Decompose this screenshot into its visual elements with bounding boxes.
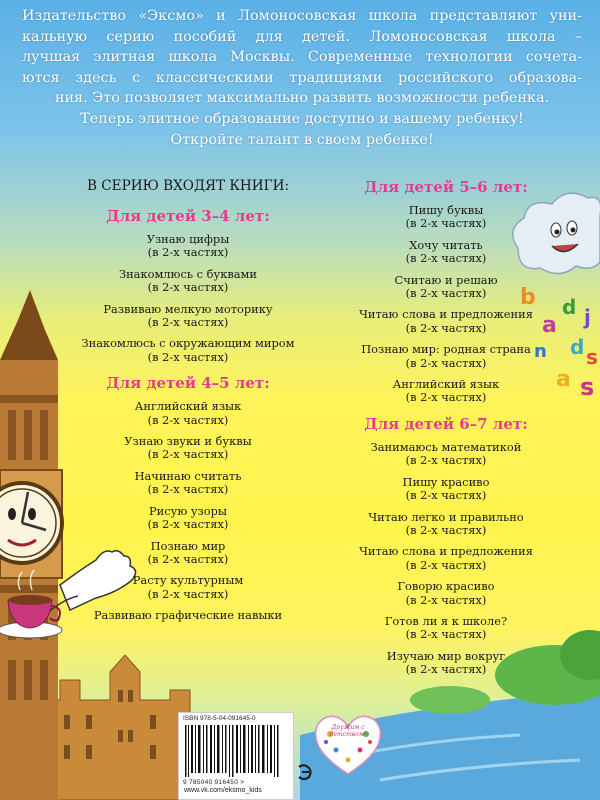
- book-title: Читаю легко и правильно: [368, 509, 524, 524]
- book-title: Рисую узоры: [148, 503, 227, 518]
- book-item: [58, 233, 318, 260]
- book-item: [58, 268, 318, 295]
- intro-line: ния. Это позволяет максимально развить возможности ребенка.: [54, 90, 550, 107]
- book-list-right-column: [336, 176, 556, 685]
- clock-face-illustration: [0, 483, 62, 563]
- book-item: [336, 441, 556, 468]
- book-item: [58, 435, 318, 462]
- book-parts: (в 2-х частях): [405, 453, 487, 468]
- book-item: [58, 337, 318, 364]
- book-list-left-column: [58, 176, 318, 631]
- barcode-icon: [185, 725, 285, 777]
- book-parts: (в 2-х частях): [405, 522, 487, 537]
- age-group-4-5: [58, 372, 318, 622]
- book-parts: (в 2-х частях): [405, 251, 487, 266]
- vk-link[interactable]: www.vk.com/eksmo_kids: [184, 787, 262, 794]
- age-group-6-7: [336, 413, 556, 677]
- book-item: [336, 378, 556, 405]
- book-parts: (в 2-х частях): [405, 592, 487, 607]
- isbn-label: ISBN 978-5-04-091645-0: [183, 715, 256, 722]
- book-title: Знакомлюсь с окружающим миром: [81, 336, 295, 351]
- book-parts: (в 2-х частях): [405, 488, 487, 503]
- book-item: [58, 540, 318, 567]
- book-parts: (в 2-х частях): [405, 216, 487, 231]
- book-parts: (в 2-х частях): [147, 349, 229, 364]
- barcode-number: 9 785040 916450 >: [183, 779, 245, 786]
- book-title: Хочу читать: [409, 237, 483, 252]
- intro-text: [22, 6, 582, 150]
- book-parts: (в 2-х частях): [147, 517, 229, 532]
- book-title: Познаю мир: родная страна: [361, 342, 531, 357]
- falling-letter: s: [586, 345, 598, 369]
- book-parts: (в 2-х частях): [405, 662, 487, 677]
- book-title: Английский язык: [134, 399, 242, 414]
- intro-line: Издательство «Эксмо» и Ломоносовская школа представляют уни-: [22, 8, 582, 24]
- book-parts: (в 2-х частях): [405, 557, 487, 572]
- book-item: [58, 400, 318, 427]
- age-group-5-6: [336, 176, 556, 405]
- book-parts: (в 2-х частях): [147, 245, 229, 260]
- heart-logo-text: Дружим с детством!: [329, 724, 367, 738]
- book-parts: (в 2-х частях): [405, 320, 487, 335]
- book-item: [336, 545, 556, 572]
- book-title: Знакомлюсь с буквами: [118, 266, 257, 281]
- book-title: Изучаю мир вокруг: [386, 648, 506, 663]
- book-title: Развиваю мелкую моторику: [103, 301, 273, 316]
- book-title: Познаю мир: [150, 538, 226, 553]
- age-group-title: Для детей 3–4 лет:: [106, 207, 270, 225]
- intro-line: ются здесь с классическими традициями российского образова-: [22, 69, 582, 86]
- book-parts: (в 2-х частях): [147, 551, 229, 566]
- book-parts: (в 2-х частях): [147, 586, 229, 601]
- falling-letter: a: [556, 367, 571, 392]
- heart-logo-icon: [312, 712, 384, 778]
- intro-line: Откройте талант в своем ребенке!: [170, 131, 434, 148]
- falling-letter: d: [570, 335, 585, 359]
- age-group-title: Для детей 5–6 лет:: [364, 178, 528, 196]
- age-group-title: Для детей 6–7 лет:: [364, 414, 528, 433]
- book-item: [336, 580, 556, 607]
- series-header: В СЕРИЮ ВХОДЯТ КНИГИ:: [86, 178, 290, 194]
- book-item: [336, 239, 556, 266]
- book-title: Читаю слова и предложения: [359, 307, 533, 322]
- book-item: [336, 511, 556, 538]
- falling-letter: s: [580, 373, 595, 401]
- book-item: [336, 204, 556, 231]
- book-title: Расту культурным: [132, 573, 244, 588]
- book-title: Читаю слова и предложения: [359, 544, 533, 559]
- age-group-3-4: [58, 205, 318, 364]
- book-parts: (в 2-х частях): [147, 315, 229, 330]
- intro-line: Теперь элитное образование доступно и вашему ребенку!: [80, 110, 524, 127]
- book-item: [58, 303, 318, 330]
- book-item: [336, 476, 556, 503]
- falling-letter: d: [562, 295, 577, 319]
- book-parts: (в 2-х частях): [405, 286, 487, 301]
- book-parts: (в 2-х частях): [405, 390, 487, 405]
- book-item: [336, 308, 556, 335]
- book-parts: (в 2-х частях): [147, 280, 229, 295]
- book-item: [58, 505, 318, 532]
- book-parts: (в 2-х частях): [147, 447, 229, 462]
- falling-letter: b: [520, 285, 536, 310]
- book-item: [336, 343, 556, 370]
- publisher-logo-icon: [296, 762, 312, 782]
- book-item: [336, 274, 556, 301]
- book-title: Готов ли я к школе?: [384, 613, 508, 628]
- book-parts: (в 2-х частях): [147, 482, 229, 497]
- book-title: Считаю и решаю: [394, 272, 498, 287]
- book-title: Занимаюсь математикой: [370, 439, 522, 454]
- book-parts: (в 2-х частях): [147, 412, 229, 427]
- book-item: [336, 615, 556, 642]
- age-group-title: Для детей 4–5 лет:: [106, 374, 270, 393]
- book-item: [58, 609, 318, 622]
- book-title: Развиваю графические навыки: [93, 608, 283, 623]
- falling-letter: a: [542, 313, 557, 338]
- book-parts: (в 2-х частях): [405, 355, 487, 370]
- book-item: [58, 574, 318, 601]
- book-title: Пишу красиво: [402, 474, 490, 489]
- book-item: [58, 470, 318, 497]
- book-title: Пишу буквы: [408, 203, 484, 217]
- book-item: [336, 650, 556, 677]
- intro-line: лучшая элитная школа Москвы. Современные технологии сочета-: [22, 49, 582, 66]
- intro-line: кальную серию пособий для детей. Ломоносовская школа –: [22, 28, 582, 45]
- book-title: Начинаю считать: [134, 468, 242, 483]
- falling-letter: n: [534, 341, 547, 362]
- book-title: Узнаю звуки и буквы: [124, 434, 252, 449]
- book-title: Говорю красиво: [397, 579, 495, 594]
- book-parts: (в 2-х частях): [405, 627, 487, 642]
- book-title: Английский язык: [392, 377, 500, 392]
- falling-letter: j: [584, 305, 591, 329]
- book-title: Узнаю цифры: [146, 232, 230, 246]
